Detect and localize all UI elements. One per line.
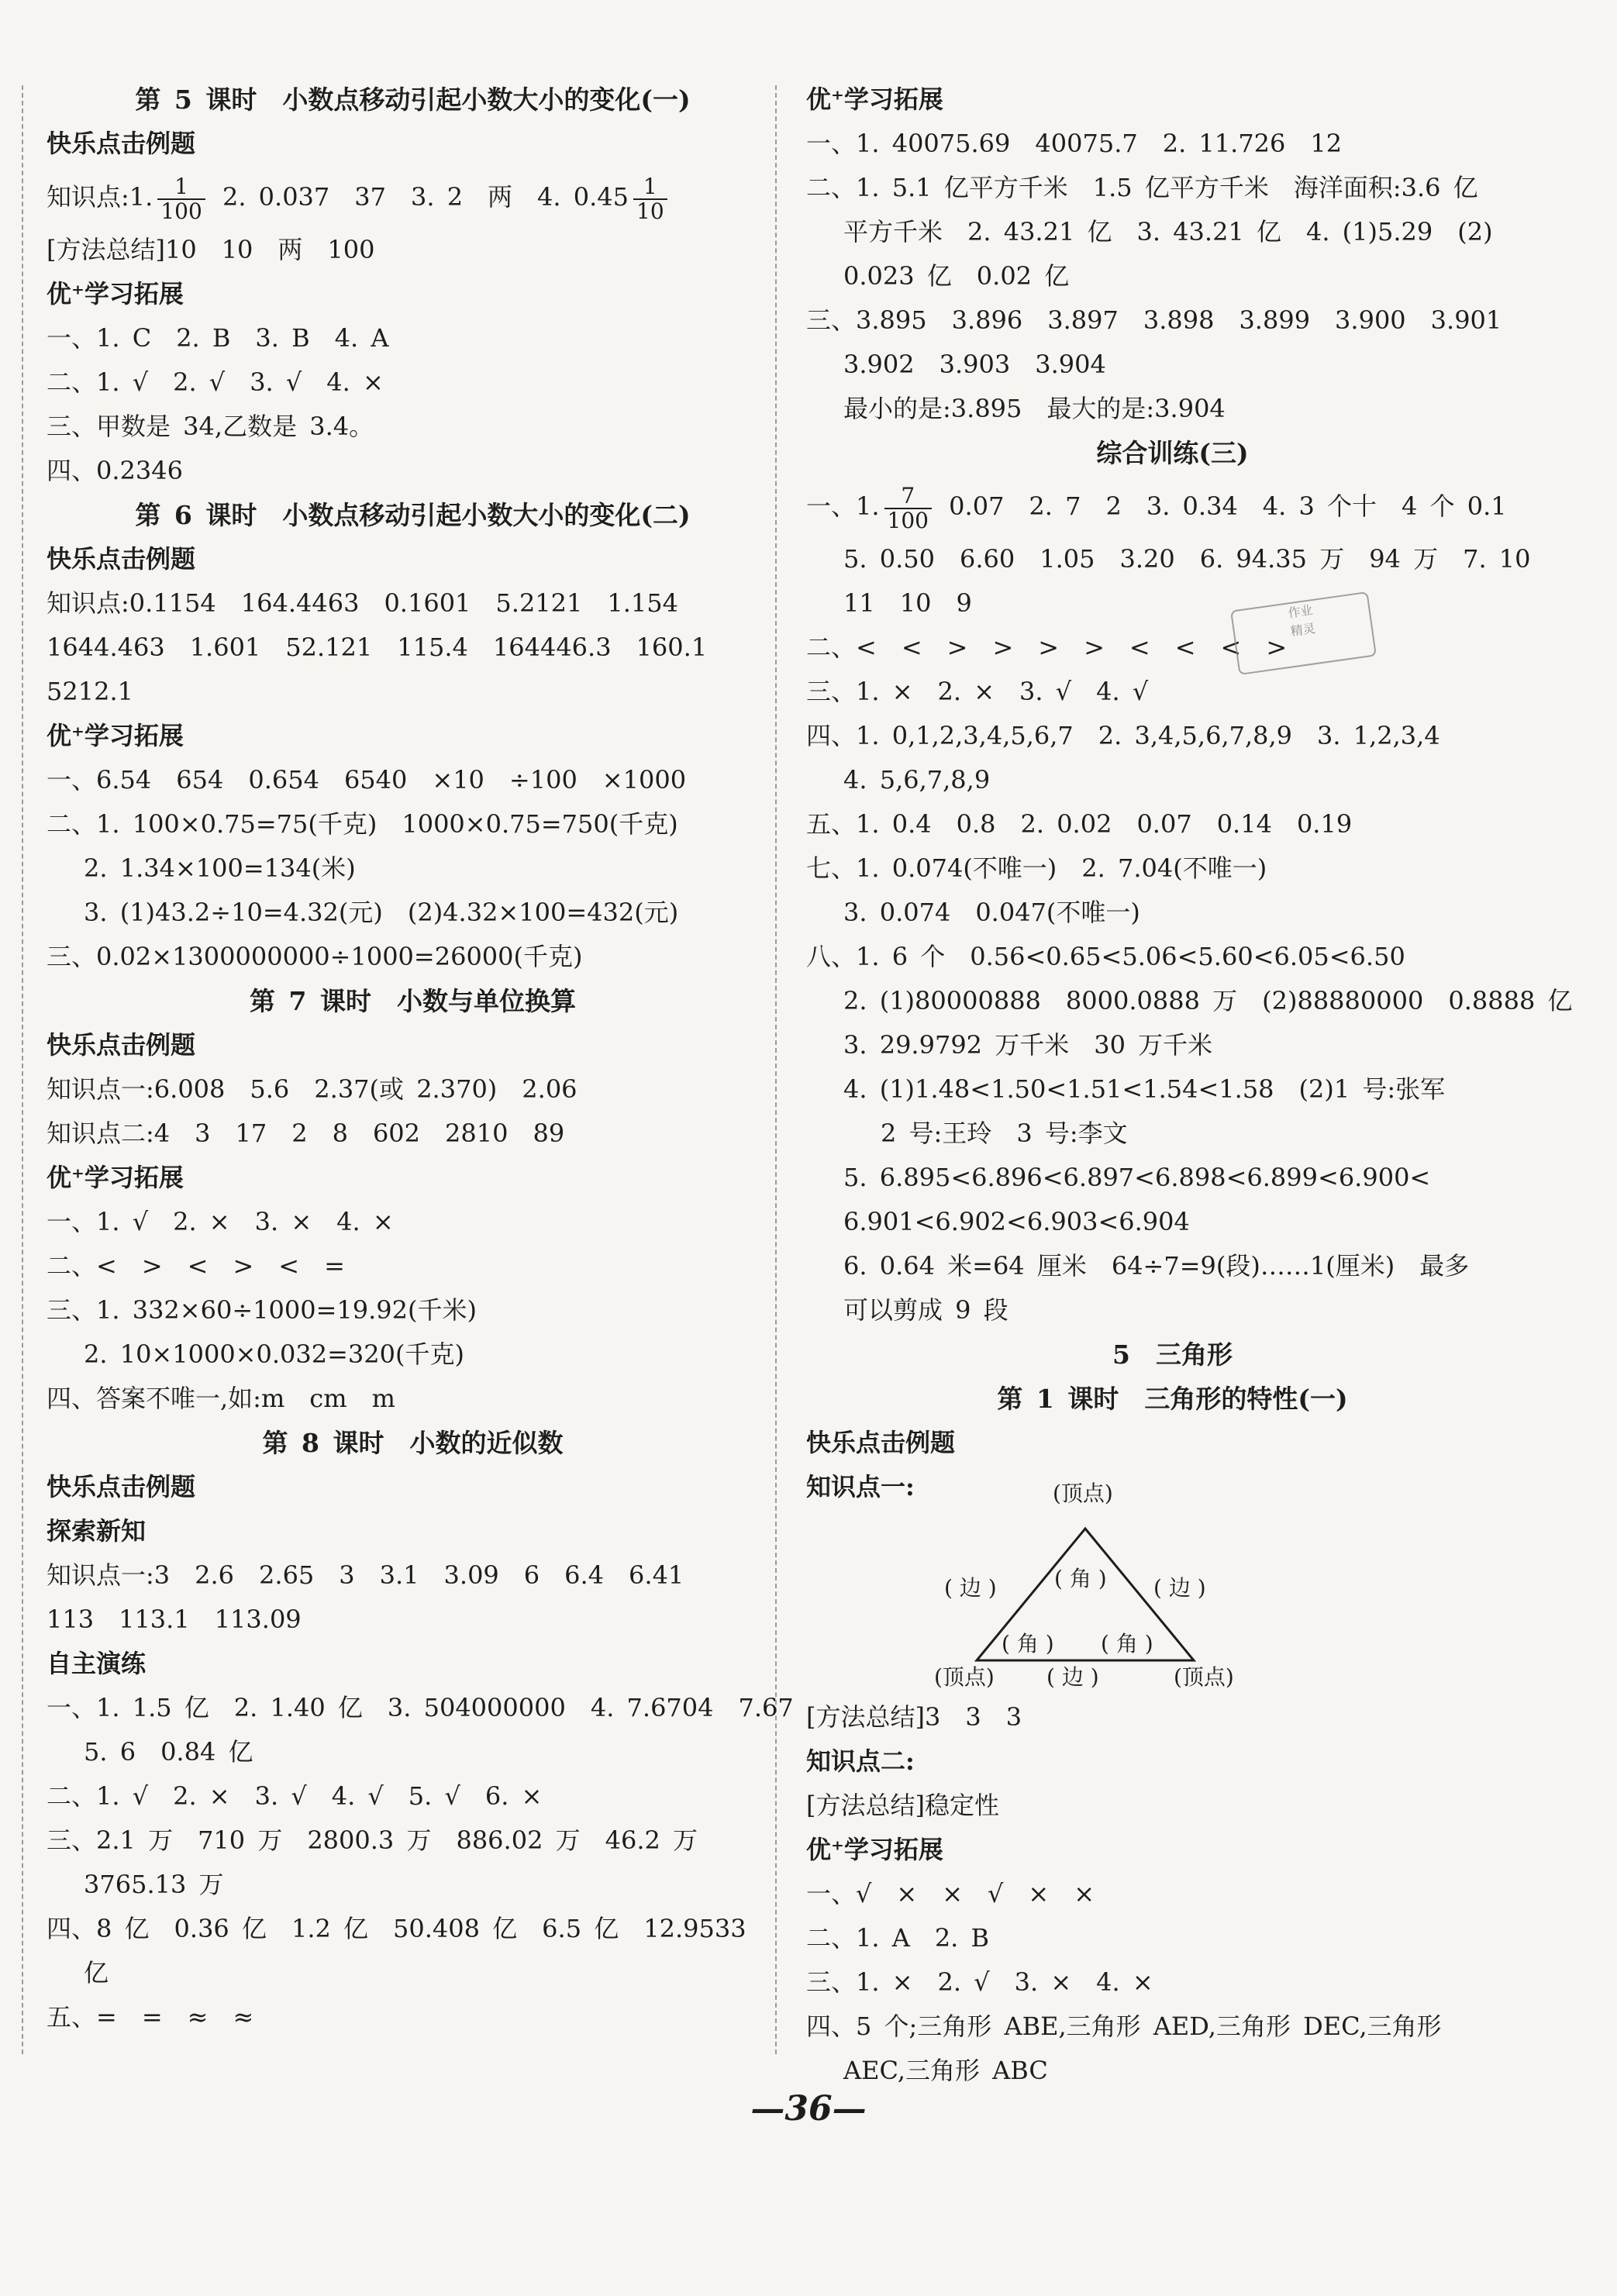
- section-heading: 优⁺学习拓展: [806, 1835, 943, 1864]
- answer-line: 五、1. 0.4 0.8 2. 0.02 0.07 0.14 0.19: [806, 809, 1353, 839]
- fraction: [157, 175, 205, 222]
- answer-line: 一、1. C 2. B 3. B 4. A: [47, 323, 389, 353]
- fraction-denominator: 100: [160, 198, 202, 224]
- answer-line: 四、8 亿 0.36 亿 1.2 亿 50.408 亿 6.5 亿 12.9533: [47, 1914, 746, 1943]
- answer-line: 0.023 亿 0.02 亿: [843, 261, 1070, 291]
- answer-line: 最小的是:3.895 最大的是:3.904: [843, 394, 1226, 423]
- label-top-angle: ( 角 ): [1054, 1566, 1107, 1591]
- answer-line: 知识点一:3 2.6 2.65 3 3.1 3.09 6 6.4 6.41: [47, 1560, 684, 1590]
- stamp-line: 作业: [1287, 602, 1314, 621]
- lesson-1-title: 第 1 课时 三角形的特性(一): [997, 1384, 1348, 1414]
- answer-line: 6. 0.64 米=64 厘米 64÷7=9(段)……1(厘米) 最多: [843, 1251, 1470, 1281]
- label-right-edge: ( 边 ): [1153, 1575, 1206, 1601]
- answer-line: 一、√ × × √ × ×: [806, 1879, 1095, 1908]
- label-right-angle: ( 角 ): [1101, 1631, 1153, 1656]
- answer-text: 知识点:1.: [47, 182, 153, 212]
- answer-line: 3765.13 万: [84, 1870, 224, 1899]
- answer-line: 三、1. × 2. √ 3. × 4. ×: [806, 1967, 1153, 1997]
- answer-line: 知识点一:6.008 5.6 2.37(或 2.370) 2.06: [47, 1074, 578, 1104]
- lesson-7-title: 第 7 课时 小数与单位换算: [250, 986, 576, 1016]
- answer-line: 2. 1.34×100=134(米): [84, 853, 356, 883]
- label-top-vertex: (顶点): [1053, 1481, 1113, 1506]
- answer-text: 0.07 2. 7 2 3. 0.34 4. 3 个十 4 个 0.1: [949, 491, 1507, 521]
- fraction-numerator: 7: [884, 484, 932, 508]
- answer-line: 4. (1)1.48<1.50<1.51<1.54<1.58 (2)1 号:张军: [843, 1074, 1446, 1104]
- lesson-8-title: 第 8 课时 小数的近似数: [262, 1428, 564, 1458]
- section-heading: 快乐点击例题: [47, 544, 196, 574]
- answer-line: 2 号:王玲 3 号:李文: [881, 1119, 1128, 1148]
- fraction-numerator: 1: [157, 175, 205, 199]
- answer-line: 三、2.1 万 710 万 2800.3 万 886.02 万 46.2 万: [47, 1825, 698, 1855]
- answer-line: 二、< < > > > > < < < >: [806, 633, 1288, 662]
- answer-line: 4. 5,6,7,8,9: [843, 765, 991, 795]
- answer-line: 3. 29.9792 万千米 30 万千米: [843, 1030, 1213, 1060]
- answer-line: 11 10 9: [843, 588, 972, 618]
- answer-text: 2. 0.037 37 3. 2 两 4. 0.45: [222, 182, 629, 212]
- answer-line: 八、1. 6 个 0.56<0.65<5.06<5.60<6.05<6.50: [806, 942, 1405, 971]
- left-margin-rule: [22, 85, 23, 2054]
- label-left-vertex: (顶点): [934, 1664, 995, 1690]
- answer-line: 二、1. A 2. B: [806, 1923, 990, 1953]
- page-number: —36—: [750, 2089, 867, 2129]
- answer-line: 3. (1)43.2÷10=4.32(元) (2)4.32×100=432(元): [84, 898, 679, 927]
- answer-line: 四、答案不唯一,如:m cm m: [47, 1384, 395, 1413]
- section-heading: 快乐点击例题: [47, 1472, 196, 1501]
- label-bottom-edge: ( 边 ): [1046, 1664, 1099, 1690]
- answer-line: 113 113.1 113.09: [47, 1605, 302, 1634]
- fraction: [884, 484, 932, 532]
- section-heading: 探索新知: [47, 1516, 147, 1546]
- answer-line: 七、1. 0.074(不唯一) 2. 7.04(不唯一): [806, 853, 1267, 883]
- section-heading: 快乐点击例题: [47, 1030, 196, 1060]
- triangle-figure: [806, 1509, 1539, 1695]
- answer-line: 5212.1: [47, 677, 133, 706]
- answer-line: 知识点:0.1154 164.4463 0.1601 5.2121 1.154: [47, 588, 678, 618]
- label-left-angle: ( 角 ): [1002, 1631, 1054, 1656]
- answer-line: 一、6.54 654 0.654 6540 ×10 ÷100 ×1000: [47, 765, 687, 795]
- answer-line: 四、1. 0,1,2,3,4,5,6,7 2. 3,4,5,6,7,8,9 3. 1,2,3,4: [806, 721, 1440, 750]
- answer-line: 知识点二:4 3 17 2 8 602 2810 89: [47, 1119, 565, 1148]
- section-heading: 优⁺学习拓展: [47, 279, 184, 309]
- answer-line: 四、5 个;三角形 ABE,三角形 AED,三角形 DEC,三角形: [806, 2012, 1442, 2041]
- answer-line: 6.901<6.902<6.903<6.904: [843, 1207, 1190, 1236]
- answer-line: AEC,三角形 ABC: [843, 2056, 1048, 2085]
- answer-line: 一、1. 40075.69 40075.7 2. 11.726 12: [806, 129, 1343, 158]
- lesson-5-title: 第 5 课时 小数点移动引起小数大小的变化(一): [135, 84, 691, 115]
- answer-line: 三、甲数是 34,乙数是 3.4。: [47, 412, 374, 441]
- answer-line: [47, 166, 779, 228]
- fraction: [633, 175, 667, 222]
- fraction-denominator: 100: [887, 507, 929, 533]
- answer-line: 一、1. 1.5 亿 2. 1.40 亿 3. 504000000 4. 7.6704 7.67: [47, 1693, 794, 1722]
- section-heading: 快乐点击例题: [806, 1428, 956, 1457]
- answer-line: 三、1. × 2. × 3. √ 4. √: [806, 677, 1149, 706]
- answer-line: 一、1. √ 2. × 3. × 4. ×: [47, 1207, 394, 1236]
- right-column: [806, 78, 1573, 2093]
- lesson-6-title: 第 6 课时 小数点移动引起小数大小的变化(二): [135, 500, 691, 530]
- answer-line: 二、1. 5.1 亿平方千米 1.5 亿平方千米 海洋面积:3.6 亿: [806, 173, 1478, 202]
- answer-line: 2. 10×1000×0.032=320(千克): [84, 1339, 464, 1369]
- section-heading: 优⁺学习拓展: [806, 84, 943, 114]
- review-3-title: 综合训练(三): [1096, 438, 1249, 468]
- answer-line: 5. 6 0.84 亿: [84, 1737, 253, 1767]
- answer-line: 五、= = ≈ ≈: [47, 2002, 254, 2032]
- answer-line: 四、0.2346: [47, 456, 183, 485]
- fraction-numerator: 1: [633, 175, 667, 199]
- answer-line: 5. 0.50 6.60 1.05 3.20 6. 94.35 万 94 万 7. 10: [843, 544, 1531, 574]
- stamp-line: 精灵: [1289, 620, 1317, 640]
- answer-line: 5. 6.895<6.896<6.897<6.898<6.899<6.900<: [843, 1163, 1431, 1192]
- left-column: [47, 78, 794, 2039]
- answer-line: [806, 475, 1539, 537]
- label-left-edge: ( 边 ): [944, 1575, 997, 1601]
- section-heading: 优⁺学习拓展: [47, 721, 184, 750]
- answer-line: 二、1. 100×0.75=75(千克) 1000×0.75=750(千克): [47, 809, 678, 839]
- answer-line: 亿: [84, 1958, 109, 1987]
- answer-line: 3. 0.074 0.047(不唯一): [843, 898, 1140, 927]
- section-heading: 自主演练: [47, 1649, 147, 1678]
- method-summary: [方法总结]3 3 3: [806, 1702, 1022, 1732]
- fraction-denominator: 10: [636, 198, 664, 224]
- answer-text: 一、1.: [806, 491, 880, 521]
- section-heading: 知识点二:: [806, 1746, 915, 1776]
- answer-line: 2. (1)80000888 8000.0888 万 (2)88880000 0.8888 亿: [843, 986, 1573, 1015]
- unit-5-title: 5 三角形: [1112, 1339, 1233, 1370]
- answer-line: 三、3.895 3.896 3.897 3.898 3.899 3.900 3.901: [806, 305, 1502, 335]
- answer-line: 1644.463 1.601 52.121 115.4 164446.3 160.1: [47, 633, 708, 662]
- label-right-vertex: (顶点): [1174, 1664, 1234, 1690]
- answer-line: 平方千米 2. 43.21 亿 3. 43.21 亿 4. (1)5.29 (2): [843, 217, 1493, 246]
- answer-line: 可以剪成 9 段: [843, 1295, 1008, 1325]
- section-heading: 知识点一:: [806, 1472, 915, 1501]
- answer-line: 三、1. 332×60÷1000=19.92(千米): [47, 1295, 477, 1325]
- answer-line: 3.902 3.903 3.904: [843, 350, 1106, 379]
- method-summary: [方法总结]稳定性: [806, 1791, 999, 1820]
- answer-line: 二、1. √ 2. √ 3. √ 4. ×: [47, 367, 384, 397]
- answer-line: 二、< > < > < =: [47, 1251, 345, 1281]
- section-heading: 优⁺学习拓展: [47, 1163, 184, 1192]
- answer-line: 二、1. √ 2. × 3. √ 4. √ 5. √ 6. ×: [47, 1781, 543, 1811]
- section-heading: 快乐点击例题: [47, 129, 196, 158]
- method-summary: [方法总结]10 10 两 100: [47, 235, 375, 264]
- answer-line: 三、0.02×1300000000÷1000=26000(千克): [47, 942, 583, 971]
